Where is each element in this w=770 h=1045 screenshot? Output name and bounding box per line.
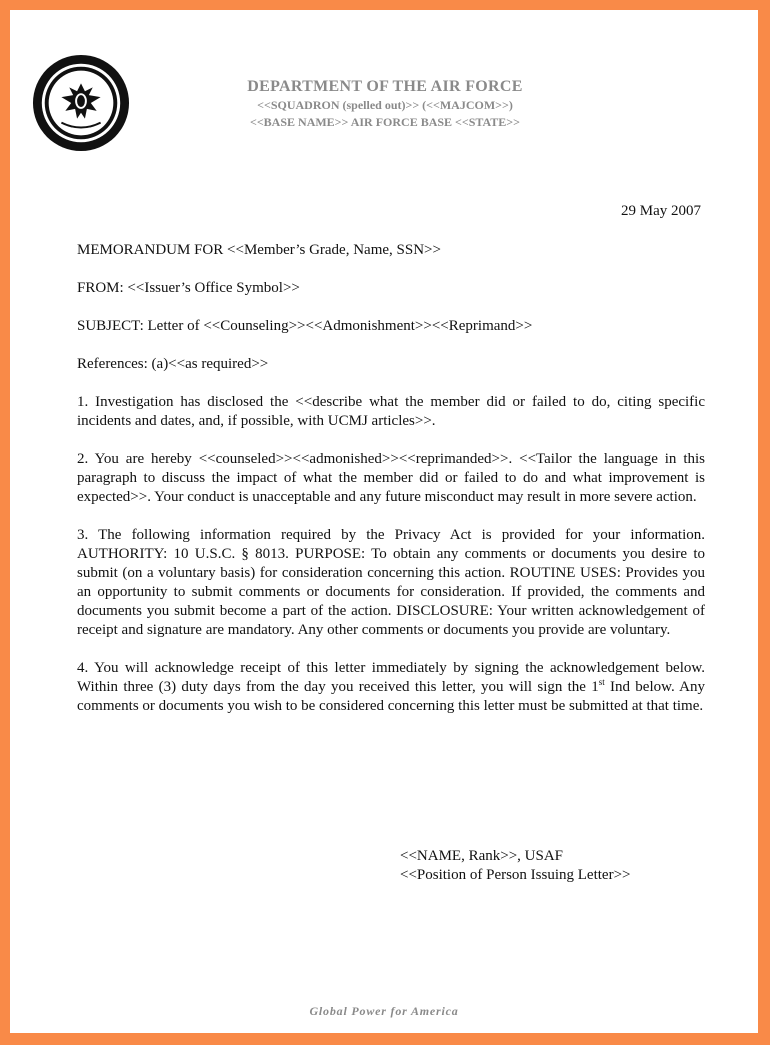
memorandum-for-line: MEMORANDUM FOR <<Member’s Grade, Name, SSN>> bbox=[77, 242, 441, 258]
paragraph-4-text-end: Ind below. Any comments or documents you wish to be considered concerning this letter must be submitted at that time. bbox=[77, 679, 705, 714]
dod-seal-icon bbox=[32, 54, 130, 152]
references-line: References: (a)<<as required>> bbox=[77, 356, 269, 372]
letter-page bbox=[10, 10, 758, 1033]
letter-date: 29 May 2007 bbox=[621, 203, 701, 219]
signer-name: <<NAME, Rank>>, USAF bbox=[400, 848, 564, 864]
paragraph-3: 3. The following information required by the Privacy Act is provided for your information. AUTHORITY: 10 U.S.C. § 8013. PURPOSE: To obtain any comments or documents you desire to submit (on a voluntary basis) for consideration concerning this action. ROUTINE USES: Provides you an opportunity to submit comments or documents for consideration. If provided, the comments and documents you submit become a part of the action. DISCLOSURE: Your written acknowledgement of receipt and signature are mandatory. Any other comments or documents you provide are voluntary. bbox=[77, 527, 705, 638]
base-line: <<BASE NAME>> AIR FORCE BASE <<STATE>> bbox=[250, 115, 520, 129]
memo-body bbox=[77, 241, 705, 735]
paragraph-2: 2. You are hereby <<counseled>><<admonished>><<reprimanded>>. <<Tailor the language in this paragraph to discuss the impact of what the member did or failed to do and what improvement is expected>>. Your conduct is unacceptable and any future misconduct may result in more severe action. bbox=[77, 451, 705, 505]
paragraph-1: 1. Investigation has disclosed the <<describe what the member did or failed to do, citing specific incidents and dates, and, if possible, with UCMJ articles>>. bbox=[77, 394, 705, 429]
from-line: FROM: <<Issuer’s Office Symbol>> bbox=[77, 280, 300, 296]
subject-line: SUBJECT: Letter of <<Counseling>><<Admonishment>><<Reprimand>> bbox=[77, 318, 533, 334]
paragraph-4 bbox=[77, 659, 705, 716]
letterhead bbox=[170, 78, 600, 130]
signature-block bbox=[400, 847, 631, 885]
department-name: DEPARTMENT OF THE AIR FORCE bbox=[247, 78, 523, 95]
squadron-line: <<SQUADRON (spelled out)>> (<<MAJCOM>>) bbox=[257, 98, 513, 112]
paragraph-4-text-start: 4. You will acknowledge receipt of this letter immediately by signing the acknowledgement below. Within three (3) duty days from the day you received this letter, you will sign the 1 bbox=[77, 660, 705, 695]
signer-position: <<Position of Person Issuing Letter>> bbox=[400, 867, 631, 883]
footer-motto: Global Power for America bbox=[309, 1004, 459, 1018]
ordinal-superscript: st bbox=[598, 677, 605, 687]
